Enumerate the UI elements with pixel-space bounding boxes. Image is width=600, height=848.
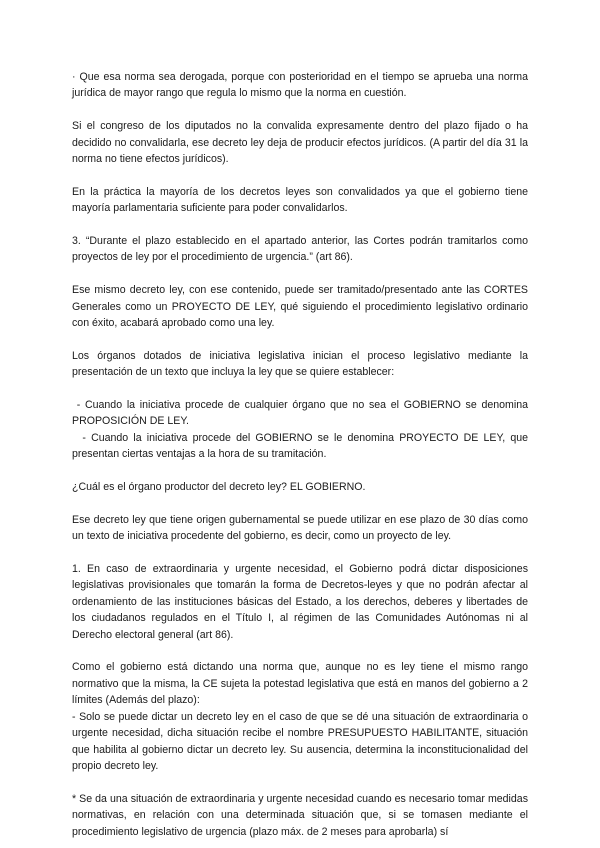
paragraph-article-86-3: 3. “Durante el plazo establecido en el apartado anterior, las Cortes podrán tramitarlos como proyectos de ley por el procedimiento de urgencia.” (art 86).	[72, 235, 528, 264]
paragraph-derogation: · Que esa norma sea derogada, porque con posterioridad en el tiempo se aprueba una norma jurídica de mayor rango que regula lo mismo que la norma en cuestión.	[72, 71, 528, 100]
list-item-proposicion: - Cuando la iniciativa procede de cualquier órgano que no sea el GOBIERNO se denomina PROPOSICIÓN DE LEY.	[72, 399, 531, 428]
paragraph-limites: Como el gobierno está dictando una norma que, aunque no es ley tiene el mismo rango normativo que la misma, la CE sujeta la potestad legislativa que está en manos del gobierno a 2 límites (Además del plazo):	[72, 661, 528, 707]
paragraph-no-convalidation: Si el congreso de los diputados no la convalida expresamente dentro del plazo fijado o ha decidido no convalidarla, ese decreto ley deja de producir efectos jurídicos. (A partir del día 31 la norma no tiene efectos jurídicos).	[72, 120, 528, 166]
paragraph-iniciativa: Los órganos dotados de iniciativa legislativa inician el proceso legislativo mediante la presentación de un texto que incluya la ley que se quiere establecer:	[72, 349, 528, 379]
paragraph-article-86-1: 1. En caso de extraordinaria y urgente necesidad, el Gobierno podrá dictar disposiciones legislativas provisionales que tomarán la forma de Decretos-leyes y que no podrán afectar al ordenamiento de las instituciones básicas del Estado, a los derechos, deberes y libertades de los ciudadanos regulados en el Título I, al régimen de las Comunidades Autónomas ni al Derecho electoral general (art 86).	[72, 563, 528, 641]
paragraph-urgente-necesidad: * Se da una situación de extraordinaria y urgente necesidad cuando es necesario tomar medidas normativas, en relación con una determinada situación que, si se tomasen mediante el procedimiento legislativo de urgencia (plazo máx. de 2 meses para aprobarla) sí	[72, 792, 528, 838]
paragraph-proyecto-de-ley: Ese mismo decreto ley, con ese contenido, puede ser tramitado/presentado ante las CORTES Generales como un PROYECTO DE LEY, qué siguiendo el procedimiento legislativo ordinario con éxito, acabará aprobado como una ley.	[72, 284, 528, 330]
list-item-proyecto: - Cuando la iniciativa procede del GOBIERNO se le denomina PROYECTO DE LEY, que presentan ciertas ventajas a la hora de su tramitación.	[72, 431, 531, 461]
paragraph-practice: En la práctica la mayoría de los decretos leyes son convalidados ya que el gobierno tiene mayoría parlamentaria suficiente para poder convalidarlos.	[72, 185, 528, 215]
paragraph-30-dias: Ese decreto ley que tiene origen gubernamental se puede utilizar en ese plazo de 30 días como un texto de iniciativa procedente del gobierno, es decir, como un proyecto de ley.	[72, 513, 528, 543]
paragraph-question: ¿Cuál es el órgano productor del decreto ley? EL GOBIERNO.	[72, 481, 366, 494]
document-body	[72, 69, 531, 840]
list-item-presupuesto: - Solo se puede dictar un decreto ley en el caso de que se dé una situación de extraordinaria o urgente necesidad, dicha situación recibe el nombre PRESUPUESTO HABILITANTE, situación que habilita al gobierno dictar un decreto ley. Su ausencia, determina la inconstitucionalidad del propio decreto ley.	[72, 710, 528, 772]
